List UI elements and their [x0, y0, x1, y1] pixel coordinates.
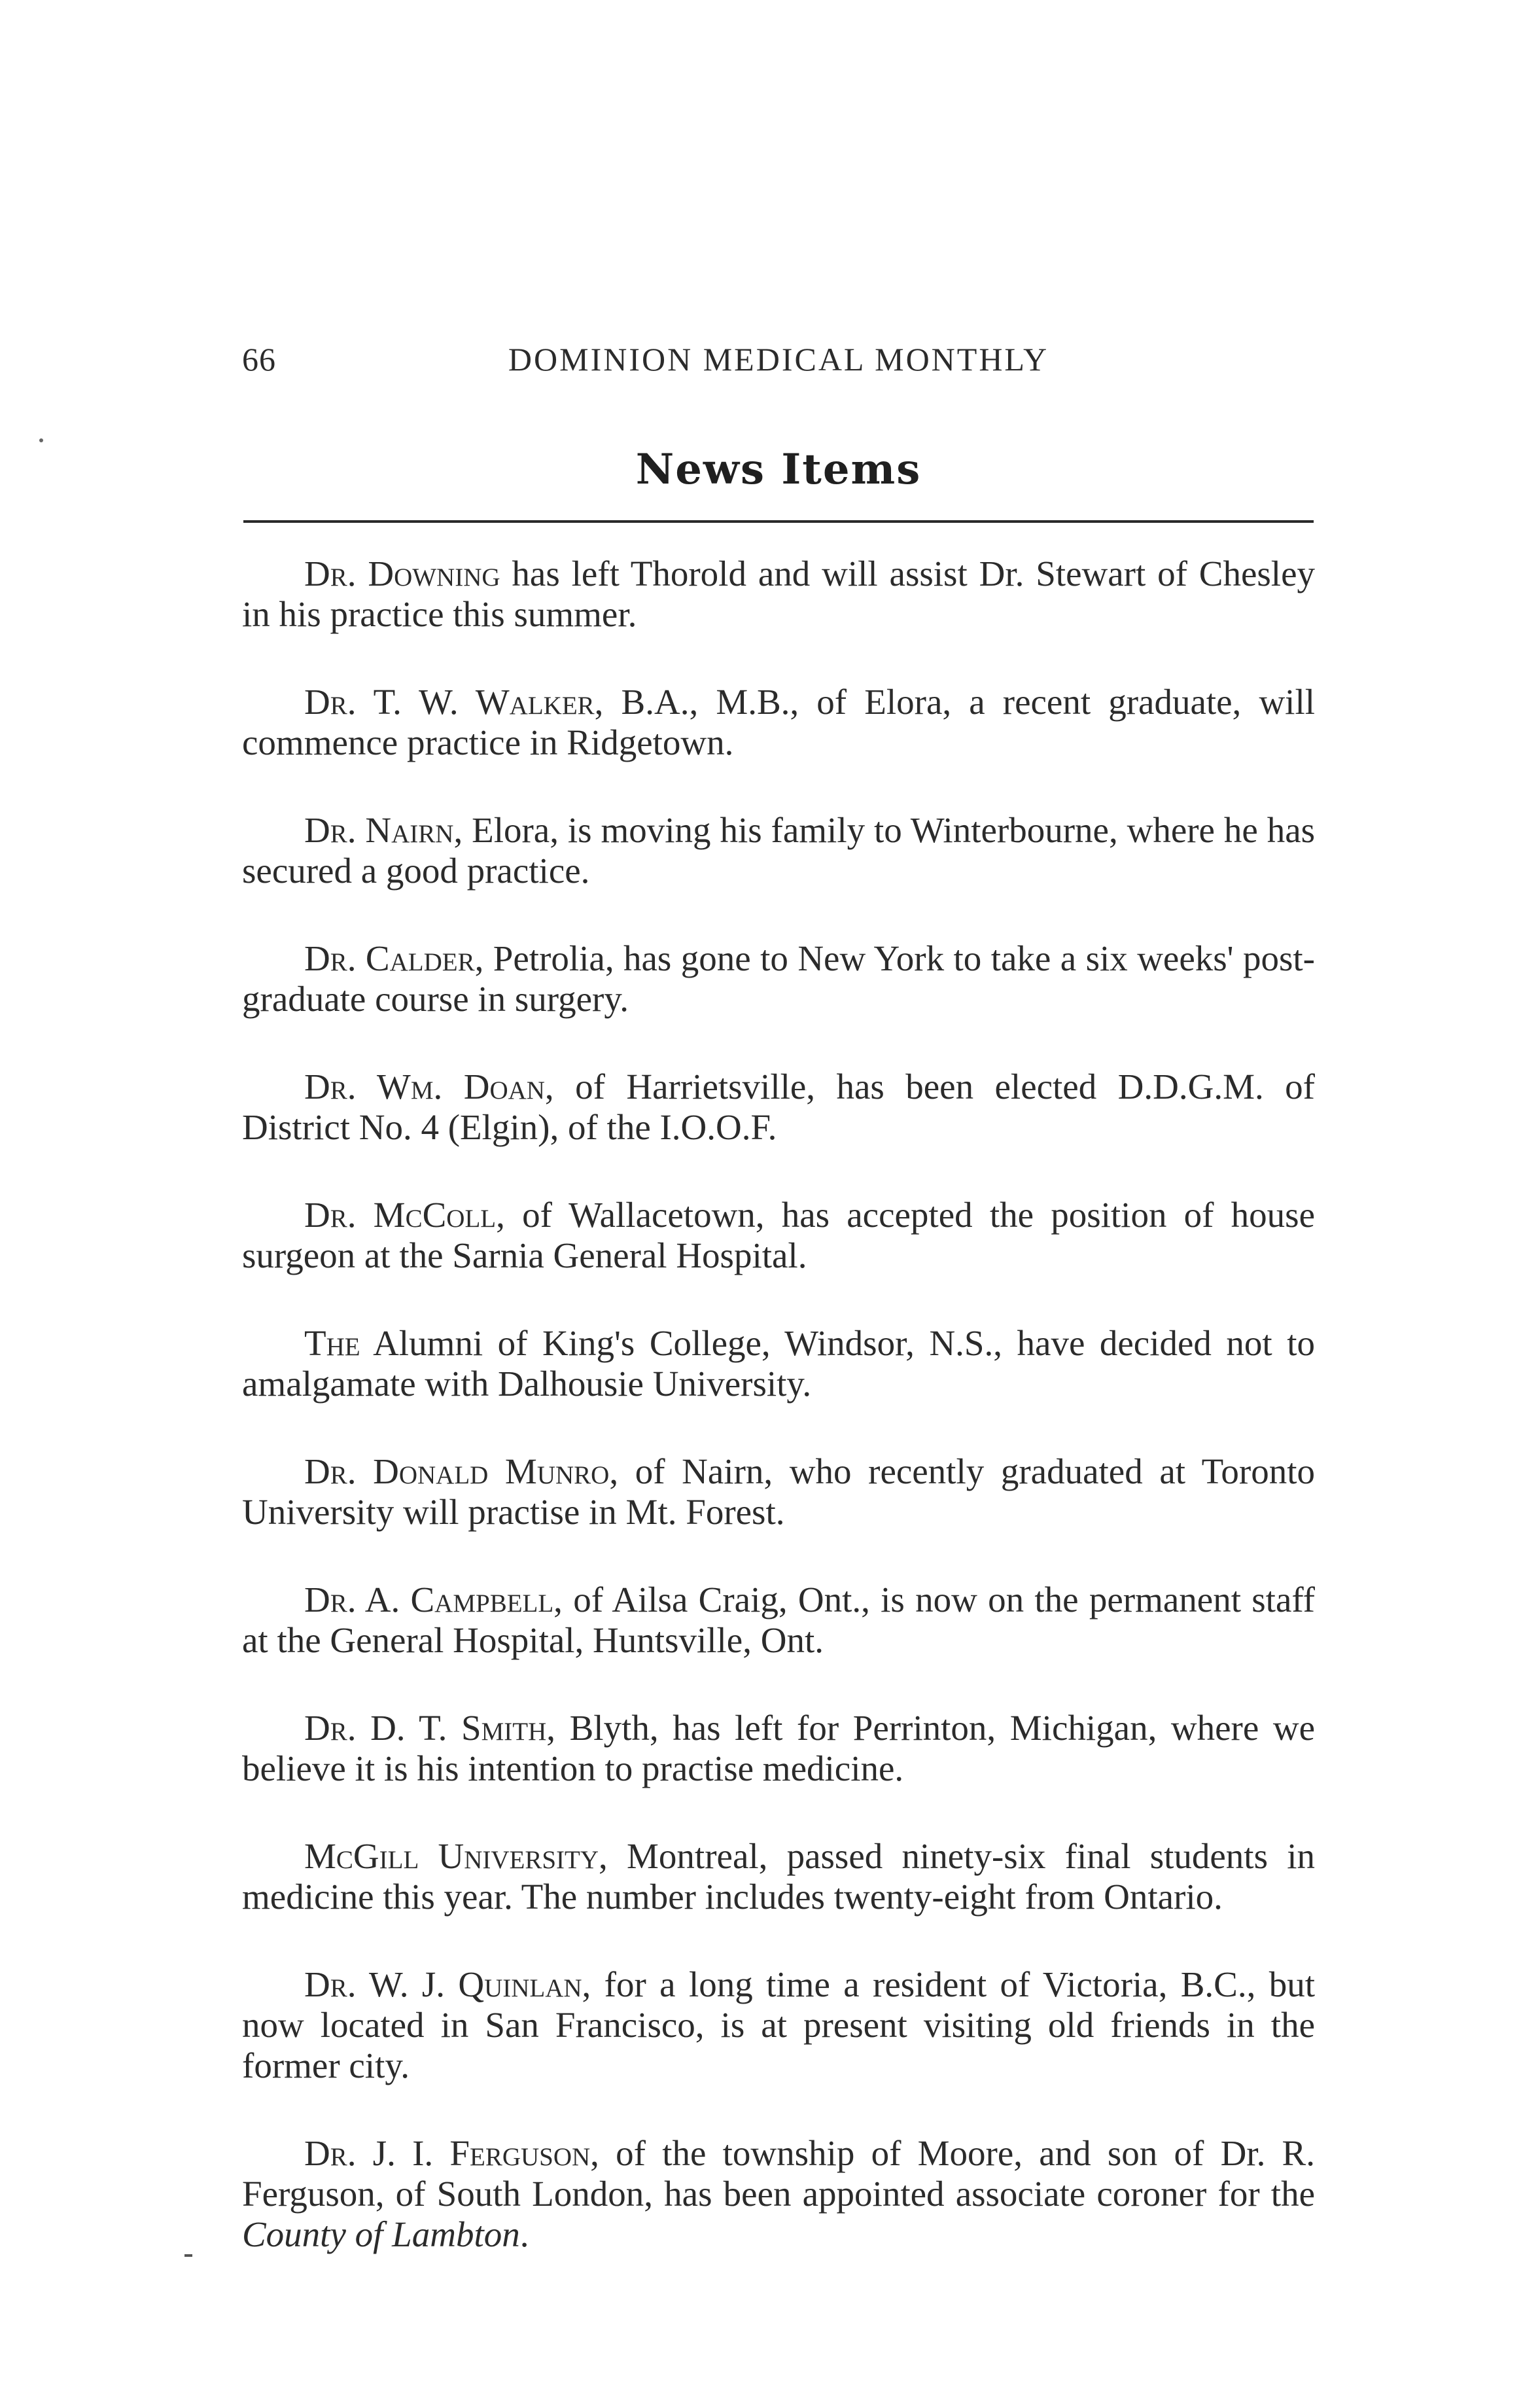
item-text: Montreal, passed ninety-six final students in medicine this year. The number includes twenty-eight from Ontario. — [242, 1836, 1315, 1917]
news-item — [242, 554, 1315, 635]
title-rule — [243, 520, 1314, 523]
page-number: 66 — [242, 341, 276, 378]
item-text: has left Thorold and will assist Dr. Stewart of Chesley in his practice this summer. — [242, 554, 1315, 634]
item-text: Elora, is moving his family to Winterbourne, where he has secured a good practice. — [242, 810, 1316, 891]
item-lead: Dr. D. T. Smith, — [304, 1708, 556, 1748]
news-item — [242, 1451, 1315, 1532]
item-lead: The — [304, 1323, 360, 1363]
item-text: of the township of Moore, and son of Dr. R. Ferguson, of South London, has been appointed associate coroner for the — [242, 2133, 1315, 2214]
news-item — [242, 1836, 1315, 1917]
item-lead: Dr. J. I. Ferguson, — [304, 2133, 599, 2173]
news-item — [242, 1323, 1315, 1404]
item-text: of Ailsa Craig, Ont., is now on the permanent staff at the General Hospital, Huntsville, Ont. — [242, 1580, 1315, 1660]
news-item — [242, 938, 1315, 1019]
news-item — [242, 682, 1315, 763]
news-item — [242, 1195, 1315, 1276]
item-text: Alumni of King's College, Windsor, N.S., have decided not to amalgamate with Dalhousie University. — [242, 1323, 1315, 1404]
news-item — [242, 1964, 1315, 2086]
item-lead: McGill University, — [304, 1836, 608, 1876]
item-lead: Dr. Donald Munro, — [304, 1451, 619, 1491]
item-lead: Dr. Calder, — [304, 938, 484, 978]
item-text: of Harrietsville, has been elected D.D.G.M. of District No. 4 (Elgin), of the I.O.O.F. — [242, 1067, 1315, 1147]
item-lead: Dr. McColl, — [304, 1195, 505, 1235]
item-tail: . — [519, 2214, 529, 2254]
news-item — [242, 810, 1315, 891]
news-item — [242, 1708, 1315, 1789]
running-title: DOMINION MEDICAL MONTHLY — [508, 341, 1049, 378]
item-text: Petrolia, has gone to New York to take a six weeks' post-graduate course in surgery. — [242, 938, 1315, 1019]
item-emphasis: County of Lambton — [242, 2214, 520, 2254]
item-text: of Wallacetown, has accepted the position of house surgeon at the Sarnia General Hospital. — [242, 1195, 1315, 1275]
news-items — [242, 554, 1315, 2302]
news-item — [242, 1580, 1315, 1661]
item-lead: Dr. A. Campbell, — [304, 1580, 563, 1619]
news-item — [242, 2133, 1315, 2255]
item-lead: Dr. W. J. Quinlan, — [304, 1964, 591, 2004]
item-lead: Dr. T. W. Walker, — [304, 682, 604, 722]
margin-dash — [184, 2254, 192, 2257]
item-lead: Dr. Downing — [304, 554, 500, 593]
item-lead: Dr. Wm. Doan, — [304, 1067, 554, 1106]
page-header — [242, 340, 1315, 386]
item-text: for a long time a resident of Victoria, B.C., but now located in San Francisco, is at present visiting old friends in the former city. — [242, 1964, 1315, 2085]
item-text: of Nairn, who recently graduated at Toronto University will practise in Mt. Forest. — [242, 1451, 1316, 1532]
item-lead: Dr. Nairn, — [304, 810, 463, 850]
news-item — [242, 1067, 1315, 1148]
section-title: News Items — [635, 445, 922, 494]
item-text: Blyth, has left for Perrinton, Michigan, where we believe it is his intention to practise medicine. — [242, 1708, 1316, 1788]
item-text: B.A., M.B., of Elora, a recent graduate, will commence practice in Ridgetown. — [242, 682, 1316, 762]
margin-speck — [39, 438, 43, 442]
